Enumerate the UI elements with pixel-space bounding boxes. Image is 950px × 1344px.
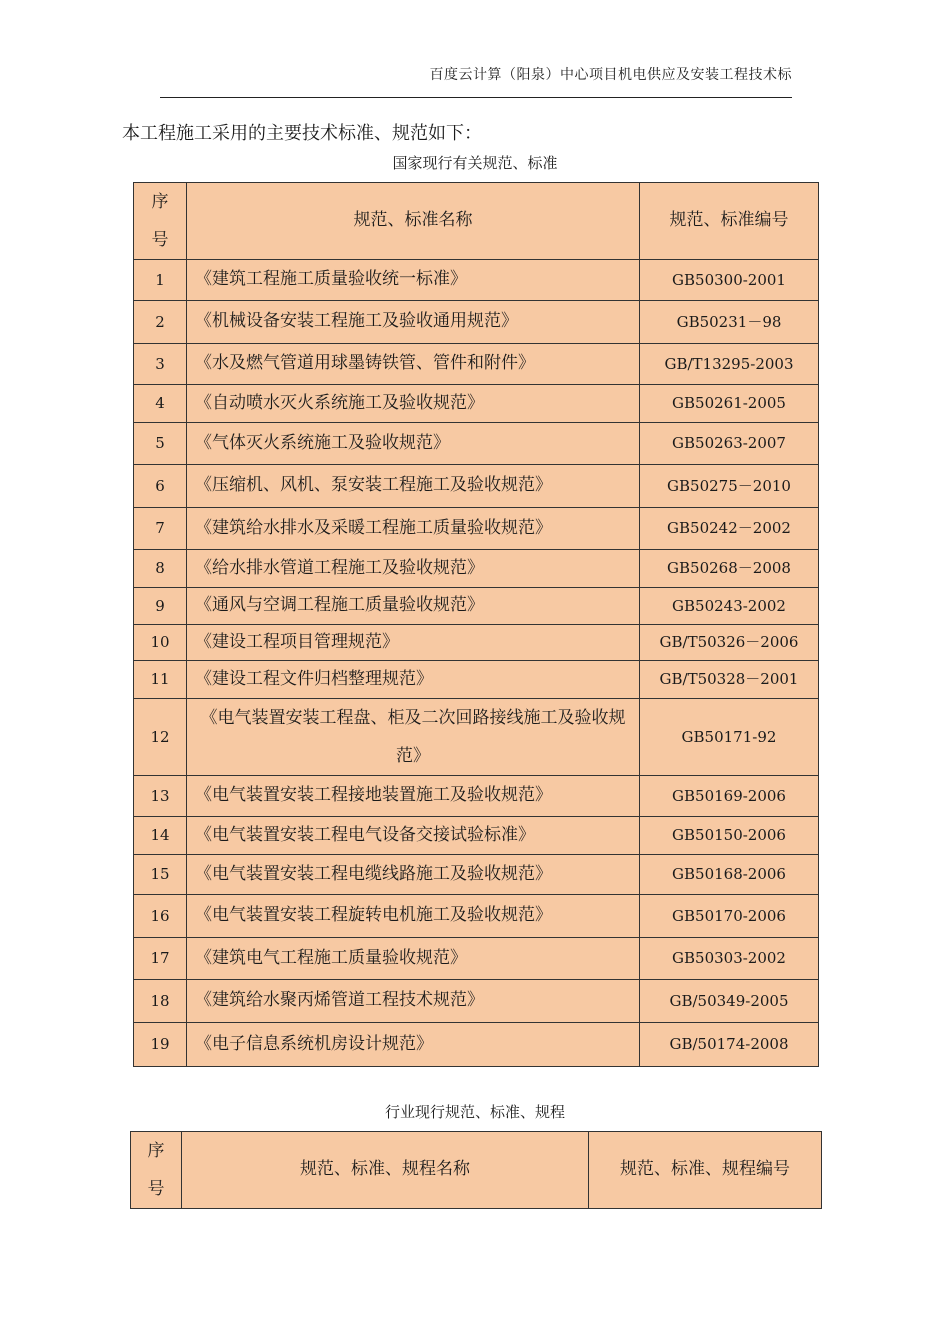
row-standard-code: GB/T50328－2001 bbox=[640, 661, 819, 699]
national-standards-caption: 国家现行有关规范、标准 bbox=[392, 154, 558, 172]
row-index: 2 bbox=[134, 301, 187, 344]
row-standard-code: GB50263-2007 bbox=[640, 423, 819, 465]
row-index: 3 bbox=[134, 344, 187, 385]
table-row bbox=[134, 625, 819, 661]
column-header-name: 规范、标准、规程名称 bbox=[182, 1132, 589, 1209]
row-standard-code: GB/50174-2008 bbox=[640, 1023, 819, 1067]
row-index: 5 bbox=[134, 423, 187, 465]
table-header-row bbox=[131, 1132, 822, 1209]
row-standard-code: GB50169-2006 bbox=[640, 776, 819, 817]
row-index: 1 bbox=[134, 260, 187, 301]
row-standard-code: GB/50349-2005 bbox=[640, 980, 819, 1023]
row-standard-name: 《电气装置安装工程接地装置施工及验收规范》 bbox=[187, 776, 640, 817]
header-divider bbox=[160, 97, 792, 98]
row-standard-name: 《建设工程项目管理规范》 bbox=[187, 625, 640, 661]
row-standard-code: GB50168-2006 bbox=[640, 855, 819, 895]
row-standard-name: 《气体灭火系统施工及验收规范》 bbox=[187, 423, 640, 465]
column-header-code: 规范、标准、规程编号 bbox=[589, 1132, 822, 1209]
row-standard-name: 《电气装置安装工程盘、柜及二次回路接线施工及验收规范》 bbox=[187, 699, 640, 776]
table-row bbox=[134, 423, 819, 465]
row-standard-name: 《建筑给水聚丙烯管道工程技术规范》 bbox=[187, 980, 640, 1023]
table-row bbox=[134, 776, 819, 817]
column-header-index: 序号 bbox=[134, 183, 187, 260]
row-standard-name: 《自动喷水灭火系统施工及验收规范》 bbox=[187, 385, 640, 423]
row-standard-code: GB/T50326－2006 bbox=[640, 625, 819, 661]
row-index: 7 bbox=[134, 508, 187, 550]
row-index: 4 bbox=[134, 385, 187, 423]
table-row bbox=[134, 588, 819, 625]
industry-standards-table bbox=[130, 1131, 822, 1209]
row-index: 6 bbox=[134, 465, 187, 508]
row-index: 12 bbox=[134, 699, 187, 776]
row-index: 18 bbox=[134, 980, 187, 1023]
row-index: 17 bbox=[134, 938, 187, 980]
row-index: 15 bbox=[134, 855, 187, 895]
row-standard-name: 《建设工程文件归档整理规范》 bbox=[187, 661, 640, 699]
row-index: 10 bbox=[134, 625, 187, 661]
row-standard-code: GB50261-2005 bbox=[640, 385, 819, 423]
row-standard-name: 《建筑电气工程施工质量验收规范》 bbox=[187, 938, 640, 980]
table-row bbox=[134, 938, 819, 980]
row-standard-code: GB50303-2002 bbox=[640, 938, 819, 980]
column-header-name: 规范、标准名称 bbox=[187, 183, 640, 260]
row-standard-code: GB50243-2002 bbox=[640, 588, 819, 625]
table-row bbox=[134, 550, 819, 588]
row-standard-code: GB50231－98 bbox=[640, 301, 819, 344]
table-row bbox=[134, 301, 819, 344]
national-standards-table bbox=[133, 182, 819, 1067]
row-standard-name: 《机械设备安装工程施工及验收通用规范》 bbox=[187, 301, 640, 344]
industry-standards-caption: 行业现行规范、标准、规程 bbox=[384, 1103, 565, 1121]
table-row bbox=[134, 817, 819, 855]
table-row bbox=[134, 895, 819, 938]
row-index: 16 bbox=[134, 895, 187, 938]
row-standard-name: 《建筑工程施工质量验收统一标准》 bbox=[187, 260, 640, 301]
row-standard-code: GB/T13295-2003 bbox=[640, 344, 819, 385]
row-standard-name: 《电气装置安装工程电缆线路施工及验收规范》 bbox=[187, 855, 640, 895]
row-standard-name: 《电气装置安装工程电气设备交接试验标准》 bbox=[187, 817, 640, 855]
row-standard-name: 《给水排水管道工程施工及验收规范》 bbox=[187, 550, 640, 588]
table-row bbox=[134, 661, 819, 699]
table-row bbox=[134, 699, 819, 776]
table-row bbox=[134, 855, 819, 895]
row-standard-name: 《水及燃气管道用球墨铸铁管、管件和附件》 bbox=[187, 344, 640, 385]
row-standard-name: 《压缩机、风机、泵安装工程施工及验收规范》 bbox=[187, 465, 640, 508]
table-row bbox=[134, 260, 819, 301]
table-row bbox=[134, 1023, 819, 1067]
row-standard-name: 《建筑给水排水及采暖工程施工质量验收规范》 bbox=[187, 508, 640, 550]
row-standard-name: 《电子信息系统机房设计规范》 bbox=[187, 1023, 640, 1067]
row-index: 11 bbox=[134, 661, 187, 699]
row-standard-name: 《通风与空调工程施工质量验收规范》 bbox=[187, 588, 640, 625]
row-standard-code: GB50242－2002 bbox=[640, 508, 819, 550]
table-row bbox=[134, 344, 819, 385]
table-row bbox=[134, 980, 819, 1023]
row-standard-code: GB50150-2006 bbox=[640, 817, 819, 855]
row-standard-code: GB50268－2008 bbox=[640, 550, 819, 588]
table-row bbox=[134, 508, 819, 550]
table-row bbox=[134, 465, 819, 508]
row-index: 19 bbox=[134, 1023, 187, 1067]
column-header-code: 规范、标准编号 bbox=[640, 183, 819, 260]
intro-text: 本工程施工采用的主要技术标准、规范如下： bbox=[122, 123, 482, 144]
row-standard-code: GB50170-2006 bbox=[640, 895, 819, 938]
row-index: 14 bbox=[134, 817, 187, 855]
row-index: 13 bbox=[134, 776, 187, 817]
row-standard-code: GB50171-92 bbox=[640, 699, 819, 776]
row-standard-code: GB50300-2001 bbox=[640, 260, 819, 301]
row-standard-code: GB50275－2010 bbox=[640, 465, 819, 508]
column-header-index: 序号 bbox=[131, 1132, 182, 1209]
row-standard-name: 《电气装置安装工程旋转电机施工及验收规范》 bbox=[187, 895, 640, 938]
row-index: 9 bbox=[134, 588, 187, 625]
table-header-row bbox=[134, 183, 819, 260]
row-index: 8 bbox=[134, 550, 187, 588]
table-row bbox=[134, 385, 819, 423]
page-header: 百度云计算（阳泉）中心项目机电供应及安装工程技术标 bbox=[429, 67, 792, 83]
